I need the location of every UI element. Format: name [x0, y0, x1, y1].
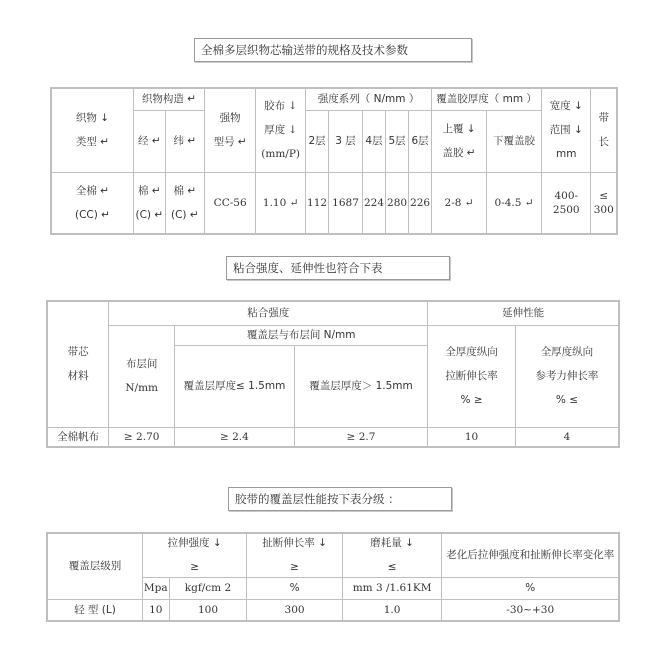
- unit-pct: %: [247, 577, 342, 599]
- adhesion-table: [46, 300, 620, 448]
- header-tensile: 拉伸强度 ↓ ≥: [142, 533, 246, 577]
- grade-table: [46, 532, 620, 622]
- cell-s6: 226: [409, 172, 432, 234]
- header-ply-adhesion: 布层间 N/mm: [109, 325, 175, 427]
- header-full-break: 全厚度纵向 拉断伸长率 % ≥: [428, 325, 516, 427]
- cell-thickness: 1.10 ↵: [256, 172, 306, 234]
- table-row: [47, 599, 619, 621]
- cell-break: 10: [428, 427, 516, 447]
- header-length: 带 长: [591, 88, 617, 172]
- header-ply-2: 2层: [306, 110, 329, 172]
- cell-material: 全棉帆布: [47, 427, 109, 447]
- cell-upper: 2-8 ↵: [432, 172, 487, 234]
- cell-wear: 1.0: [342, 599, 442, 621]
- header-upper-cover: 上覆 ↓ 盖胶 ↵: [432, 110, 487, 172]
- cell-elong: 300: [247, 599, 342, 621]
- cell-ref: 4: [515, 427, 619, 447]
- cell-kgf: 100: [169, 599, 247, 621]
- unit-mpa: Mpa: [142, 577, 169, 599]
- header-ply-5: 5层: [386, 110, 409, 172]
- header-strength-type: 强物 型号 ↵: [205, 88, 256, 172]
- header-aging: 老化后拉伸强度和扯断伸长率变化率: [442, 533, 619, 577]
- header-warp: 经 ↵: [133, 110, 165, 172]
- header-elong: 扯断伸长率 ↓ ≥: [247, 533, 342, 577]
- spec-table: [50, 87, 618, 235]
- header-elongation: 延伸性能: [428, 301, 619, 325]
- cell-grade: 轻 型 (L): [47, 599, 142, 621]
- header-cover-le: 覆盖层厚度≤ 1.5mm: [175, 345, 295, 427]
- cell-width: 400-2500: [542, 172, 591, 234]
- table-row: [47, 427, 619, 447]
- unit-kgf: kgf/cm 2: [169, 577, 247, 599]
- cell-ply: ≥ 2.70: [109, 427, 175, 447]
- header-grade: 覆盖层级别: [47, 533, 142, 599]
- header-ref-elong: 全厚度纵向 参考力伸长率 % ≤: [515, 325, 619, 427]
- cell-gt: ≥ 2.7: [294, 427, 428, 447]
- unit-wear: mm 3 /1.61KM: [342, 577, 442, 599]
- table-row: [51, 172, 617, 234]
- header-ply-6: 6层: [409, 110, 432, 172]
- header-lower-cover: 下覆盖胶: [486, 110, 541, 172]
- header-cover-thickness: 覆盖胶厚度（ mm ）: [432, 88, 542, 110]
- header-belt-thickness: 胶布 ↓ 厚度 ↓ (mm/P): [256, 88, 306, 172]
- title-adhesion: 粘合强度、延伸性也符合下表: [226, 256, 450, 280]
- cell-s4: 224: [362, 172, 385, 234]
- header-ply-3: 3 层: [329, 110, 363, 172]
- cell-length: ≤ 300: [591, 172, 617, 234]
- header-core-material: 带芯 材料: [47, 301, 109, 427]
- cell-mpa: 10: [142, 599, 169, 621]
- header-strength-series: 强度系列（ N/mm ）: [306, 88, 432, 110]
- cell-lower: 0-4.5 ↵: [486, 172, 541, 234]
- header-adhesion: 粘合强度: [109, 301, 428, 325]
- title-specs: 全棉多层织物芯输送带的规格及技术参数: [194, 38, 472, 62]
- cell-s5: 280: [386, 172, 409, 234]
- header-fabric-type: 织物 ↓ 类型 ↵: [51, 88, 133, 172]
- cell-aging: -30~+30: [442, 599, 619, 621]
- cell-le: ≥ 2.4: [175, 427, 295, 447]
- title-cover-grade: 胶带的覆盖层性能按下表分级 ：: [228, 487, 452, 511]
- unit-aging: %: [442, 577, 619, 599]
- cell-warp: 棉 ↵ (C) ↵: [133, 172, 165, 234]
- header-cover-gt: 覆盖层厚度＞ 1.5mm: [294, 345, 428, 427]
- header-wear: 磨耗量 ↓ ≤: [342, 533, 442, 577]
- cell-model: CC-56: [205, 172, 256, 234]
- header-width: 宽度 ↓ 范围 ↓ mm: [542, 88, 591, 172]
- cell-weft: 棉 ↵ (C) ↵: [165, 172, 204, 234]
- header-structure: 织物构造 ↵: [133, 88, 204, 110]
- header-weft: 纬 ↵: [165, 110, 204, 172]
- cell-type: 全棉 ↵ (CC) ↵: [51, 172, 133, 234]
- header-ply-4: 4层: [362, 110, 385, 172]
- cell-s3: 1687: [329, 172, 363, 234]
- header-cover-ply: 覆盖层与布层间 N/mm: [175, 325, 428, 345]
- cell-s2: 112: [306, 172, 329, 234]
